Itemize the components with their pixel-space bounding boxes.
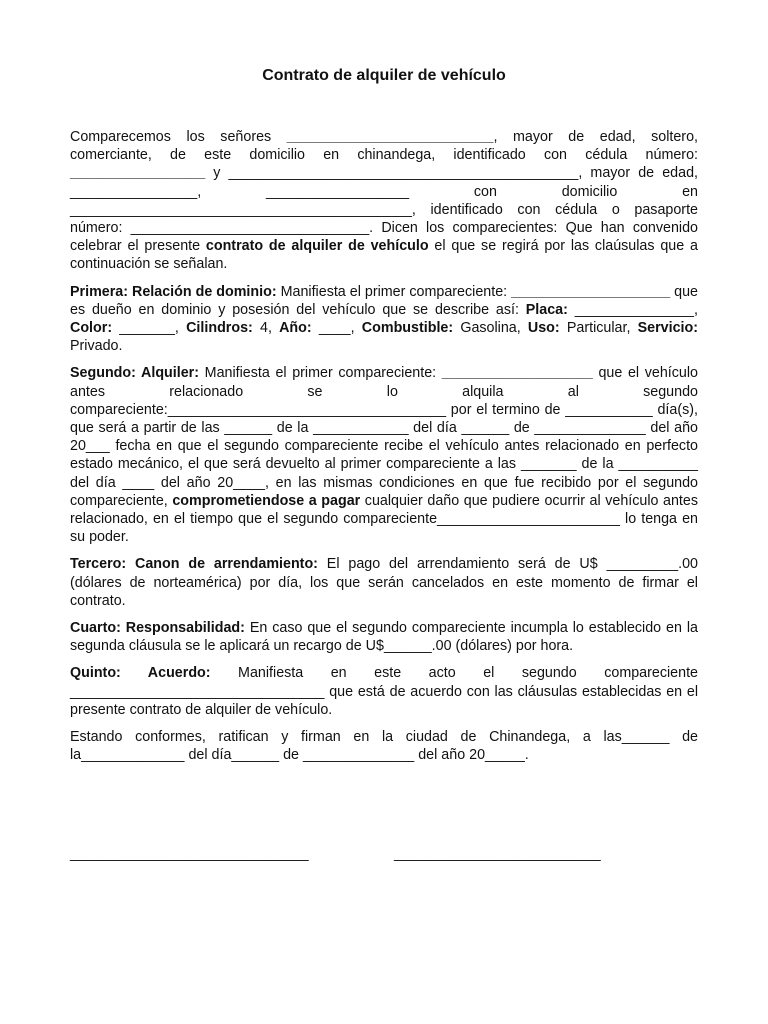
document-title: Contrato de alquiler de vehículo bbox=[262, 67, 506, 84]
closing-paragraph: Estando conformes, ratifican y firman en la ciudad de Chinandega, a las______ de la_____________ del día______ de ______________ del año 20_____. bbox=[70, 729, 698, 764]
clause-quinto: Quinto: Acuerdo: Manifiesta en este acto el segundo compareciente ________________________________ que está de acuerdo con las cláusulas establecidas en el presente contrato de alquiler de vehículo. bbox=[70, 665, 698, 718]
clause-cuarto: Cuarto: Responsabilidad: En caso que el segundo compareciente incumpla lo establecido en la segunda cláusula se le aplicará un recargo de U$______.00 (dólares) por hora. bbox=[70, 620, 698, 655]
document-body bbox=[70, 128, 698, 774]
paragraph-comparecencia: Comparecemos los señores __________________________, mayor de edad, soltero, comerciante, de este domicilio en chinandega, identificado con cédula número: _________________ y ____________________________________________, mayor de edad, ________________, __________________ con domicilio en ___________________________________________, identificado con cédula o pasaporte número: ______________________________. Dicen los comparecientes: Que han convenido celebrar el presente contrato de alquiler de vehículo el que se regirá por las claúsulas que a continuación se señalan. bbox=[70, 129, 698, 273]
signature-line-second: __________________________ bbox=[394, 846, 601, 862]
clause-tercero: Tercero: Canon de arrendamiento: El pago del arrendamiento será de U$ _________.00 (dólares de norteamérica) por día, los que serán cancelados en este momento de firmar el contrato. bbox=[70, 556, 698, 609]
clause-segundo: Segundo: Alquiler: Manifiesta el primer compareciente: ___________________ que el vehículo antes relacionado se lo alquila al segundo compareciente:___________________________________ por el termino de ___________ día(s), que será a partir de las ______ de la ____________ del día ______ de ______________ del año 20___ fecha en que el segundo compareciente recibe el vehículo antes relacionado en perfecto estado mecánico, el que será devuelto al primer compareciente a las _______ de la __________ del día ____ del año 20____, en las mismas condiciones en que fue recibido por el segundo compareciente, comprometiendose a pagar cualquier daño que pudiere ocurrir al vehículo antes relacionado, en el tiempo que el segundo compareciente_______________________ lo tenga en su poder. bbox=[70, 365, 699, 546]
signature-line-first: ______________________________ bbox=[70, 846, 309, 862]
clause-primera: Primera: Relación de dominio: Manifiesta el primer compareciente: ____________________ que es dueño en dominio y posesión del vehículo que se describe así: Placa: _______________, Color: _______, Cilindros: 4, Año: ____, Combustible: Gasolina, Uso: Particular, Servicio: Privado. bbox=[70, 283, 699, 355]
